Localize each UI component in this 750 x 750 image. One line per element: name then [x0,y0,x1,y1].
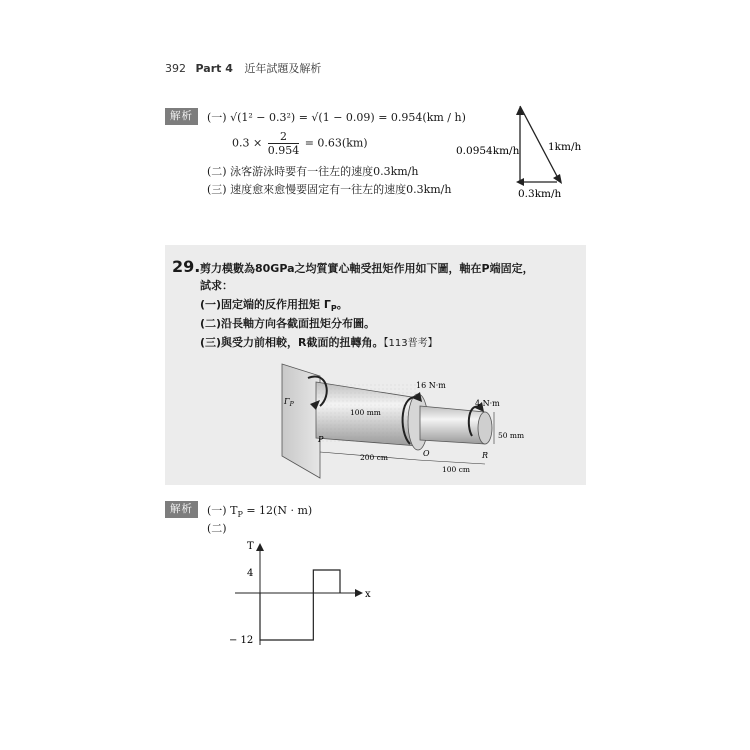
y-axis-arrowhead [256,543,264,551]
torque-segment-1 [260,593,313,640]
question-item-1 [200,296,348,313]
formula-pre: 0.3 × [232,136,263,150]
formula-post: = 12(N · m) [242,504,313,517]
label-hypotenuse: 1km/h [548,141,582,153]
item1-subscript: P [330,304,337,314]
torque-steps [260,570,340,640]
label-gamma-p: $\Gamma_P$ [284,397,294,408]
solution2-line2: (二) [207,522,227,535]
label-200cm: 200 cm [360,453,389,462]
question-item-2: (二)沿長軸方向各截面扭矩分布圖。 [200,317,376,330]
solution1-line3: (二) 泳客游泳時要有一往左的速度0.3km/h [207,165,419,178]
tick-label-minus-12: − 12 [229,635,254,646]
formula-subscript: P [237,510,243,520]
label-4nm: 4 N·m [475,399,500,408]
label-50mm: 50 mm [498,431,525,440]
shaft-figure [270,360,530,480]
solution1-line4: (三) 速度愈來愈慢要固定有一往左的速度0.3km/h [207,183,452,196]
solution-badge-2: 解析 [165,501,198,518]
question-stem-1: 剪力模數為80GPa之均質實心軸受扭矩作用如下圖，軸在P端固定， [200,262,534,275]
label-16nm: 16 N·m [416,381,446,390]
label-point-r: R [482,451,489,460]
x-axis-arrowhead [355,589,363,597]
page-number: 392 [165,62,186,75]
solution1-line2 [232,130,368,157]
question-stem-2: 試求： [200,279,233,292]
shaft-end-r [478,412,492,444]
label-point-o: O [423,449,430,458]
formula-t: T [230,504,238,517]
formula-post: = 0.63(km) [304,136,368,150]
label-horizontal: 0.3km/h [518,188,562,200]
label-100cm: 100 cm [442,465,471,474]
item3-text: (三)與受力前相較，R截面的扭轉角。 [200,336,384,349]
fixed-wall [282,364,320,478]
question-source: 【113普考】 [383,338,438,349]
question-number: 29. [172,257,201,276]
tick-label-4: 4 [247,568,254,579]
x-axis-label: x [365,589,371,600]
label-100mm: 100 mm [350,408,381,417]
label-vertical: 0.0954km/h [456,145,520,157]
page-header [165,60,321,76]
section-title: 近年試題及解析 [244,62,322,75]
fraction-numerator: 2 [268,130,300,144]
item1-end: 。 [336,298,348,311]
dim-line-100 [418,460,485,464]
fraction [268,130,300,157]
question-item-3 [200,334,438,350]
shaft-small [420,406,485,444]
velocity-triangle [450,100,590,205]
item-number: (一) [207,111,227,124]
fraction-denominator: 0.954 [267,144,300,157]
y-axis-label: T [247,541,254,552]
solution-badge: 解析 [165,108,198,125]
torque-segment-2 [313,570,340,593]
solution1-line1 [207,109,466,125]
item1-text: (一)固定端的反作用扭矩 Γ [200,298,331,311]
torque-diagram [225,535,385,655]
solution2-line1 [207,502,312,519]
item-number: (一) [207,504,227,517]
formula: √(1² − 0.3²) = √(1 − 0.09) = 0.954(km / h) [230,111,466,124]
part-label: Part 4 [195,62,233,75]
label-point-p: P [318,435,324,444]
